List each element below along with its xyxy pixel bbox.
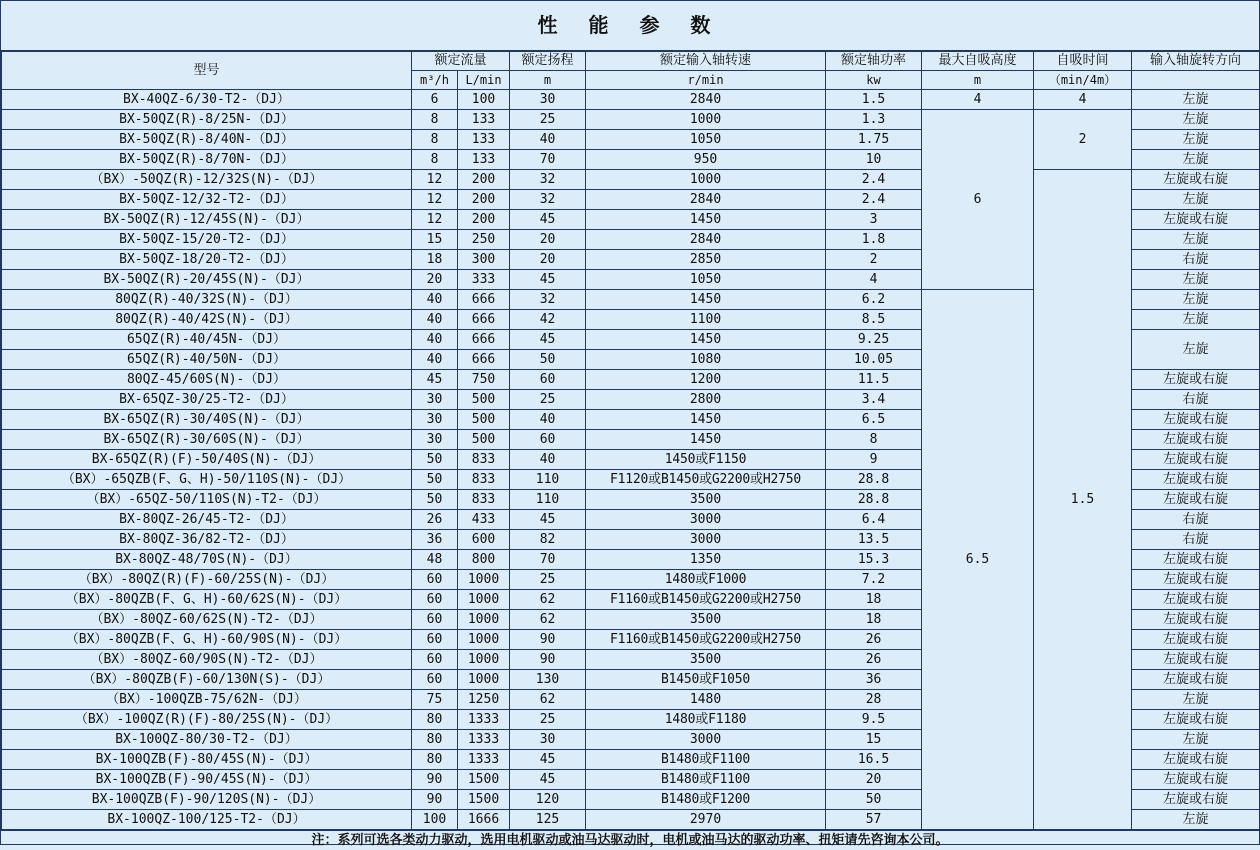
page-title: 性 能 参 数 xyxy=(1,1,1259,51)
model-cell: 80QZ(R)-40/42S(N)-（DJ） xyxy=(2,310,412,330)
model-cell: （BX）-100QZB-75/62N-（DJ） xyxy=(2,690,412,710)
model-cell: 65QZ(R)-40/50N-（DJ） xyxy=(2,350,412,370)
head-cell: 70 xyxy=(510,550,586,570)
flow-m3h-cell: 60 xyxy=(412,670,458,690)
prime-time-cell: 1.5 xyxy=(1034,170,1132,830)
flow-m3h-cell: 50 xyxy=(412,450,458,470)
flow-m3h-cell: 30 xyxy=(412,390,458,410)
flow-lmin-cell: 833 xyxy=(458,470,510,490)
unit-suction: m xyxy=(922,71,1034,90)
speed-cell: B1480或F1100 xyxy=(586,750,826,770)
flow-lmin-cell: 666 xyxy=(458,330,510,350)
flow-m3h-cell: 45 xyxy=(412,370,458,390)
flow-m3h-cell: 8 xyxy=(412,130,458,150)
model-cell: 80QZ(R)-40/32S(N)-（DJ） xyxy=(2,290,412,310)
rotation-cell: 左旋 xyxy=(1132,330,1260,370)
flow-m3h-cell: 80 xyxy=(412,730,458,750)
power-cell: 50 xyxy=(826,790,922,810)
rotation-cell: 左旋 xyxy=(1132,110,1260,130)
speed-cell: 1480或F1180 xyxy=(586,710,826,730)
header-flow: 额定流量 xyxy=(412,52,510,71)
flow-m3h-cell: 40 xyxy=(412,350,458,370)
head-cell: 32 xyxy=(510,170,586,190)
power-cell: 10 xyxy=(826,150,922,170)
speed-cell: 2840 xyxy=(586,190,826,210)
head-cell: 20 xyxy=(510,250,586,270)
power-cell: 15 xyxy=(826,730,922,750)
flow-m3h-cell: 100 xyxy=(412,810,458,830)
header-prime-time: 自吸时间 xyxy=(1034,52,1132,71)
head-cell: 25 xyxy=(510,570,586,590)
model-cell: （BX）-80QZB(F)-60/130N(S)-（DJ） xyxy=(2,670,412,690)
prime-time-cell: 4 xyxy=(1034,90,1132,110)
header-suction: 最大自吸高度 xyxy=(922,52,1034,71)
head-cell: 45 xyxy=(510,330,586,350)
header-head: 额定扬程 xyxy=(510,52,586,71)
flow-m3h-cell: 30 xyxy=(412,430,458,450)
head-cell: 82 xyxy=(510,530,586,550)
head-cell: 40 xyxy=(510,130,586,150)
head-cell: 30 xyxy=(510,730,586,750)
suction-cell: 4 xyxy=(922,90,1034,110)
rotation-cell: 左旋或右旋 xyxy=(1132,590,1260,610)
speed-cell: 2840 xyxy=(586,230,826,250)
power-cell: 28.8 xyxy=(826,490,922,510)
flow-lmin-cell: 333 xyxy=(458,270,510,290)
speed-cell: 1450 xyxy=(586,210,826,230)
head-cell: 42 xyxy=(510,310,586,330)
power-cell: 6.5 xyxy=(826,410,922,430)
power-cell: 9.5 xyxy=(826,710,922,730)
power-cell: 26 xyxy=(826,650,922,670)
header-speed: 额定输入轴转速 xyxy=(586,52,826,71)
suction-cell: 6 xyxy=(922,110,1034,290)
rotation-cell: 左旋 xyxy=(1132,230,1260,250)
model-cell: （BX）-65QZB(F、G、H)-50/110S(N)-（DJ） xyxy=(2,470,412,490)
rotation-cell: 左旋或右旋 xyxy=(1132,570,1260,590)
head-cell: 50 xyxy=(510,350,586,370)
flow-lmin-cell: 833 xyxy=(458,490,510,510)
flow-m3h-cell: 50 xyxy=(412,490,458,510)
rotation-cell: 左旋或右旋 xyxy=(1132,210,1260,230)
rotation-cell: 左旋或右旋 xyxy=(1132,550,1260,570)
head-cell: 60 xyxy=(510,430,586,450)
head-cell: 62 xyxy=(510,590,586,610)
flow-lmin-cell: 833 xyxy=(458,450,510,470)
model-cell: BX-100QZ-80/30-T2-（DJ） xyxy=(2,730,412,750)
power-cell: 10.05 xyxy=(826,350,922,370)
head-cell: 90 xyxy=(510,630,586,650)
power-cell: 18 xyxy=(826,590,922,610)
flow-lmin-cell: 1000 xyxy=(458,570,510,590)
head-cell: 45 xyxy=(510,750,586,770)
flow-lmin-cell: 1000 xyxy=(458,590,510,610)
head-cell: 45 xyxy=(510,770,586,790)
rotation-cell: 左旋或右旋 xyxy=(1132,490,1260,510)
head-cell: 32 xyxy=(510,290,586,310)
speed-cell: B1450或F1050 xyxy=(586,670,826,690)
rotation-cell: 左旋 xyxy=(1132,190,1260,210)
flow-m3h-cell: 40 xyxy=(412,290,458,310)
flow-m3h-cell: 12 xyxy=(412,170,458,190)
speed-cell: 3500 xyxy=(586,650,826,670)
flow-m3h-cell: 40 xyxy=(412,310,458,330)
power-cell: 15.3 xyxy=(826,550,922,570)
head-cell: 62 xyxy=(510,610,586,630)
model-cell: BX-50QZ(R)-20/45S(N)-（DJ） xyxy=(2,270,412,290)
model-cell: （BX）-80QZ-60/62S(N)-T2-（DJ） xyxy=(2,610,412,630)
unit-rotation xyxy=(1132,71,1260,90)
header-power: 额定轴功率 xyxy=(826,52,922,71)
speed-cell: 1350 xyxy=(586,550,826,570)
power-cell: 18 xyxy=(826,610,922,630)
flow-lmin-cell: 250 xyxy=(458,230,510,250)
flow-m3h-cell: 12 xyxy=(412,190,458,210)
power-cell: 6.4 xyxy=(826,510,922,530)
head-cell: 25 xyxy=(510,110,586,130)
flow-m3h-cell: 8 xyxy=(412,150,458,170)
model-cell: BX-80QZ-26/45-T2-（DJ） xyxy=(2,510,412,530)
table-body xyxy=(2,90,1260,830)
speed-cell: 1480或F1000 xyxy=(586,570,826,590)
speed-cell: 950 xyxy=(586,150,826,170)
model-cell: （BX）-50QZ(R)-12/32S(N)-（DJ） xyxy=(2,170,412,190)
speed-cell: 1000 xyxy=(586,170,826,190)
flow-lmin-cell: 200 xyxy=(458,210,510,230)
prime-time-cell: 2 xyxy=(1034,110,1132,170)
header-rotation: 输入轴旋转方向 xyxy=(1132,52,1260,71)
speed-cell: 1050 xyxy=(586,130,826,150)
power-cell: 3.4 xyxy=(826,390,922,410)
speed-cell: 1450 xyxy=(586,430,826,450)
power-cell: 8 xyxy=(826,430,922,450)
flow-lmin-cell: 666 xyxy=(458,290,510,310)
speed-cell: 1080 xyxy=(586,350,826,370)
flow-m3h-cell: 60 xyxy=(412,570,458,590)
flow-m3h-cell: 90 xyxy=(412,790,458,810)
flow-lmin-cell: 200 xyxy=(458,190,510,210)
flow-lmin-cell: 500 xyxy=(458,410,510,430)
speed-cell: 1480 xyxy=(586,690,826,710)
model-cell: BX-100QZ-100/125-T2-（DJ） xyxy=(2,810,412,830)
flow-lmin-cell: 500 xyxy=(458,390,510,410)
flow-lmin-cell: 1666 xyxy=(458,810,510,830)
model-cell: 65QZ(R)-40/45N-（DJ） xyxy=(2,330,412,350)
power-cell: 28 xyxy=(826,690,922,710)
footnote: 注：系列可选各类动力驱动，选用电机驱动或油马达驱动时，电机或油马达的驱动功率、扭矩请先咨询本公司。 xyxy=(1,830,1259,850)
flow-m3h-cell: 18 xyxy=(412,250,458,270)
power-cell: 3 xyxy=(826,210,922,230)
unit-head: m xyxy=(510,71,586,90)
speed-cell: 1000 xyxy=(586,110,826,130)
flow-lmin-cell: 1000 xyxy=(458,630,510,650)
flow-lmin-cell: 433 xyxy=(458,510,510,530)
model-cell: BX-100QZB(F)-80/45S(N)-（DJ） xyxy=(2,750,412,770)
rotation-cell: 右旋 xyxy=(1132,510,1260,530)
power-cell: 8.5 xyxy=(826,310,922,330)
flow-lmin-cell: 133 xyxy=(458,150,510,170)
rotation-cell: 左旋或右旋 xyxy=(1132,630,1260,650)
flow-lmin-cell: 1000 xyxy=(458,670,510,690)
flow-m3h-cell: 80 xyxy=(412,710,458,730)
header-model: 型号 xyxy=(2,52,412,90)
model-cell: BX-50QZ-18/20-T2-（DJ） xyxy=(2,250,412,270)
flow-m3h-cell: 90 xyxy=(412,770,458,790)
power-cell: 2.4 xyxy=(826,190,922,210)
head-cell: 30 xyxy=(510,90,586,110)
power-cell: 6.2 xyxy=(826,290,922,310)
speed-cell: B1480或F1200 xyxy=(586,790,826,810)
model-cell: BX-65QZ(R)-30/60S(N)-（DJ） xyxy=(2,430,412,450)
model-cell: （BX）-80QZ(R)(F)-60/25S(N)-（DJ） xyxy=(2,570,412,590)
flow-lmin-cell: 133 xyxy=(458,110,510,130)
speed-cell: B1480或F1100 xyxy=(586,770,826,790)
flow-m3h-cell: 80 xyxy=(412,750,458,770)
rotation-cell: 右旋 xyxy=(1132,250,1260,270)
head-cell: 90 xyxy=(510,650,586,670)
model-cell: BX-80QZ-48/70S(N)-（DJ） xyxy=(2,550,412,570)
head-cell: 120 xyxy=(510,790,586,810)
model-cell: BX-100QZB(F)-90/120S(N)-（DJ） xyxy=(2,790,412,810)
flow-m3h-cell: 40 xyxy=(412,330,458,350)
unit-flow-m3h: m³/h xyxy=(412,71,458,90)
rotation-cell: 左旋或右旋 xyxy=(1132,450,1260,470)
head-cell: 25 xyxy=(510,710,586,730)
power-cell: 1.5 xyxy=(826,90,922,110)
speed-cell: 2970 xyxy=(586,810,826,830)
speed-cell: 3000 xyxy=(586,510,826,530)
flow-m3h-cell: 60 xyxy=(412,650,458,670)
model-cell: （BX）-80QZB(F、G、H)-60/90S(N)-（DJ） xyxy=(2,630,412,650)
rotation-cell: 左旋或右旋 xyxy=(1132,790,1260,810)
flow-lmin-cell: 1000 xyxy=(458,610,510,630)
suction-cell: 6.5 xyxy=(922,290,1034,830)
model-cell: BX-65QZ(R)-30/40S(N)-（DJ） xyxy=(2,410,412,430)
speed-cell: 1200 xyxy=(586,370,826,390)
head-cell: 32 xyxy=(510,190,586,210)
head-cell: 45 xyxy=(510,510,586,530)
flow-lmin-cell: 200 xyxy=(458,170,510,190)
rotation-cell: 左旋 xyxy=(1132,90,1260,110)
power-cell: 1.3 xyxy=(826,110,922,130)
rotation-cell: 左旋或右旋 xyxy=(1132,610,1260,630)
flow-lmin-cell: 100 xyxy=(458,90,510,110)
speed-cell: 3500 xyxy=(586,490,826,510)
head-cell: 60 xyxy=(510,370,586,390)
table-row xyxy=(2,170,1260,190)
flow-m3h-cell: 8 xyxy=(412,110,458,130)
power-cell: 2 xyxy=(826,250,922,270)
performance-table xyxy=(1,51,1260,830)
rotation-cell: 左旋或右旋 xyxy=(1132,470,1260,490)
speed-cell: 2850 xyxy=(586,250,826,270)
flow-lmin-cell: 1000 xyxy=(458,650,510,670)
speed-cell: 1450 xyxy=(586,330,826,350)
model-cell: BX-40QZ-6/30-T2-（DJ） xyxy=(2,90,412,110)
speed-cell: F1120或B1450或G2200或H2750 xyxy=(586,470,826,490)
speed-cell: 3500 xyxy=(586,610,826,630)
rotation-cell: 左旋或右旋 xyxy=(1132,710,1260,730)
speed-cell: 1450或F1150 xyxy=(586,450,826,470)
speed-cell: 3000 xyxy=(586,730,826,750)
rotation-cell: 右旋 xyxy=(1132,530,1260,550)
flow-lmin-cell: 133 xyxy=(458,130,510,150)
rotation-cell: 左旋 xyxy=(1132,810,1260,830)
flow-m3h-cell: 60 xyxy=(412,590,458,610)
rotation-cell: 左旋 xyxy=(1132,690,1260,710)
rotation-cell: 左旋 xyxy=(1132,150,1260,170)
head-cell: 110 xyxy=(510,470,586,490)
head-cell: 45 xyxy=(510,210,586,230)
speed-cell: 1100 xyxy=(586,310,826,330)
head-cell: 40 xyxy=(510,410,586,430)
power-cell: 28.8 xyxy=(826,470,922,490)
table-row xyxy=(2,90,1260,110)
model-cell: （BX）-65QZ-50/110S(N)-T2-（DJ） xyxy=(2,490,412,510)
power-cell: 20 xyxy=(826,770,922,790)
rotation-cell: 左旋或右旋 xyxy=(1132,430,1260,450)
flow-lmin-cell: 1333 xyxy=(458,730,510,750)
head-cell: 25 xyxy=(510,390,586,410)
power-cell: 26 xyxy=(826,630,922,650)
header-row xyxy=(2,52,1260,71)
model-cell: （BX）-80QZ-60/90S(N)-T2-（DJ） xyxy=(2,650,412,670)
rotation-cell: 左旋或右旋 xyxy=(1132,650,1260,670)
power-cell: 7.2 xyxy=(826,570,922,590)
model-cell: BX-65QZ(R)(F)-50/40S(N)-（DJ） xyxy=(2,450,412,470)
flow-m3h-cell: 30 xyxy=(412,410,458,430)
rotation-cell: 右旋 xyxy=(1132,390,1260,410)
rotation-cell: 左旋或右旋 xyxy=(1132,750,1260,770)
power-cell: 1.75 xyxy=(826,130,922,150)
unit-flow-lmin: L/min xyxy=(458,71,510,90)
model-cell: （BX）-80QZB(F、G、H)-60/62S(N)-（DJ） xyxy=(2,590,412,610)
model-cell: BX-50QZ(R)-12/45S(N)-（DJ） xyxy=(2,210,412,230)
flow-lmin-cell: 500 xyxy=(458,430,510,450)
speed-cell: 1450 xyxy=(586,290,826,310)
speed-cell: 3000 xyxy=(586,530,826,550)
head-cell: 110 xyxy=(510,490,586,510)
flow-lmin-cell: 666 xyxy=(458,310,510,330)
flow-lmin-cell: 750 xyxy=(458,370,510,390)
speed-cell: 2800 xyxy=(586,390,826,410)
head-cell: 70 xyxy=(510,150,586,170)
flow-m3h-cell: 48 xyxy=(412,550,458,570)
power-cell: 2.4 xyxy=(826,170,922,190)
model-cell: BX-50QZ-12/32-T2-（DJ） xyxy=(2,190,412,210)
flow-m3h-cell: 50 xyxy=(412,470,458,490)
rotation-cell: 左旋 xyxy=(1132,310,1260,330)
table-row xyxy=(2,110,1260,130)
flow-m3h-cell: 36 xyxy=(412,530,458,550)
head-cell: 62 xyxy=(510,690,586,710)
rotation-cell: 左旋或右旋 xyxy=(1132,370,1260,390)
flow-lmin-cell: 300 xyxy=(458,250,510,270)
power-cell: 57 xyxy=(826,810,922,830)
flow-m3h-cell: 26 xyxy=(412,510,458,530)
flow-lmin-cell: 1250 xyxy=(458,690,510,710)
head-cell: 40 xyxy=(510,450,586,470)
rotation-cell: 左旋 xyxy=(1132,130,1260,150)
flow-m3h-cell: 12 xyxy=(412,210,458,230)
power-cell: 9 xyxy=(826,450,922,470)
power-cell: 11.5 xyxy=(826,370,922,390)
model-cell: BX-100QZB(F)-90/45S(N)-（DJ） xyxy=(2,770,412,790)
unit-power: kw xyxy=(826,71,922,90)
power-cell: 36 xyxy=(826,670,922,690)
power-cell: 9.25 xyxy=(826,330,922,350)
unit-prime-time: （min/4m） xyxy=(1034,71,1132,90)
flow-lmin-cell: 1500 xyxy=(458,770,510,790)
power-cell: 13.5 xyxy=(826,530,922,550)
flow-lmin-cell: 800 xyxy=(458,550,510,570)
rotation-cell: 左旋或右旋 xyxy=(1132,670,1260,690)
flow-m3h-cell: 6 xyxy=(412,90,458,110)
speed-cell: F1160或B1450或G2200或H2750 xyxy=(586,590,826,610)
flow-lmin-cell: 1333 xyxy=(458,750,510,770)
flow-m3h-cell: 60 xyxy=(412,630,458,650)
speed-cell: 1450 xyxy=(586,410,826,430)
speed-cell: 1050 xyxy=(586,270,826,290)
rotation-cell: 左旋 xyxy=(1132,270,1260,290)
unit-speed: r/min xyxy=(586,71,826,90)
model-cell: 80QZ-45/60S(N)-（DJ） xyxy=(2,370,412,390)
head-cell: 130 xyxy=(510,670,586,690)
power-cell: 4 xyxy=(826,270,922,290)
model-cell: BX-80QZ-36/82-T2-（DJ） xyxy=(2,530,412,550)
flow-m3h-cell: 75 xyxy=(412,690,458,710)
head-cell: 45 xyxy=(510,270,586,290)
flow-m3h-cell: 15 xyxy=(412,230,458,250)
rotation-cell: 左旋 xyxy=(1132,290,1260,310)
head-cell: 125 xyxy=(510,810,586,830)
rotation-cell: 左旋或右旋 xyxy=(1132,770,1260,790)
power-cell: 1.8 xyxy=(826,230,922,250)
model-cell: BX-50QZ(R)-8/70N-（DJ） xyxy=(2,150,412,170)
flow-m3h-cell: 60 xyxy=(412,610,458,630)
power-cell: 16.5 xyxy=(826,750,922,770)
flow-m3h-cell: 20 xyxy=(412,270,458,290)
model-cell: BX-50QZ(R)-8/25N-（DJ） xyxy=(2,110,412,130)
model-cell: BX-50QZ-15/20-T2-（DJ） xyxy=(2,230,412,250)
speed-cell: 2840 xyxy=(586,90,826,110)
speed-cell: F1160或B1450或G2200或H2750 xyxy=(586,630,826,650)
head-cell: 20 xyxy=(510,230,586,250)
model-cell: BX-65QZ-30/25-T2-（DJ） xyxy=(2,390,412,410)
flow-lmin-cell: 1333 xyxy=(458,710,510,730)
flow-lmin-cell: 1500 xyxy=(458,790,510,810)
model-cell: BX-50QZ(R)-8/40N-（DJ） xyxy=(2,130,412,150)
rotation-cell: 左旋 xyxy=(1132,730,1260,750)
rotation-cell: 左旋或右旋 xyxy=(1132,170,1260,190)
flow-lmin-cell: 600 xyxy=(458,530,510,550)
flow-lmin-cell: 666 xyxy=(458,350,510,370)
model-cell: （BX）-100QZ(R)(F)-80/25S(N)-（DJ） xyxy=(2,710,412,730)
rotation-cell: 左旋或右旋 xyxy=(1132,410,1260,430)
